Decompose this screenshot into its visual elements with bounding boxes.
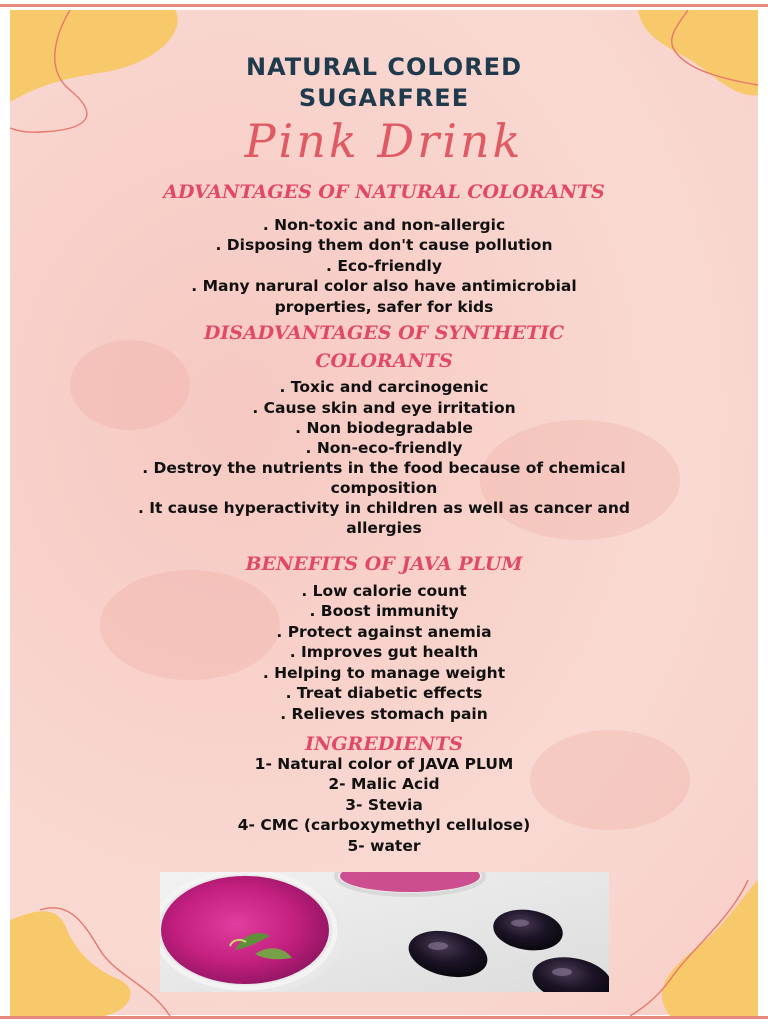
disadvantages-item: . Destroy the nutrients in the food because of chemical bbox=[142, 459, 626, 477]
benefits-item: . Protect against anemia bbox=[276, 623, 492, 641]
benefits-item: . Boost immunity bbox=[309, 602, 459, 620]
top-border-line bbox=[0, 4, 768, 7]
disadvantages-item: . Non-eco-friendly bbox=[305, 439, 463, 457]
poster-title-line-2: SUGARFREE bbox=[298, 84, 470, 112]
disadvantages-item: . It cause hyperactivity in children as well as cancer and bbox=[137, 499, 631, 517]
benefits-item: . Treat diabetic effects bbox=[285, 684, 483, 702]
ingredients-heading: INGREDIENTS bbox=[305, 733, 463, 755]
advantages-item: . Eco-friendly bbox=[326, 257, 442, 275]
disadvantages-heading-line-1: DISADVANTAGES OF SYNTHETIC bbox=[203, 322, 565, 344]
poster-title-line-1: NATURAL COLORED bbox=[245, 53, 522, 81]
advantages-item: . Many narural color also have antimicrobial bbox=[191, 277, 577, 295]
disadvantages-item: composition bbox=[330, 479, 438, 497]
benefits-item: . Helping to manage weight bbox=[262, 664, 506, 682]
ingredients-item: 4- CMC (carboxymethyl cellulose) bbox=[237, 816, 531, 834]
advantages-item: . Disposing them don't cause pollution bbox=[215, 236, 553, 254]
ingredients-item: 5- water bbox=[347, 837, 421, 855]
advantages-item: . Non-toxic and non-allergic bbox=[262, 216, 506, 234]
ingredients-item: 2- Malic Acid bbox=[328, 775, 440, 793]
benefits-item: . Low calorie count bbox=[301, 582, 467, 600]
benefits-heading: BENEFITS OF JAVA PLUM bbox=[245, 553, 523, 575]
bottom-left-blob-decoration bbox=[10, 895, 180, 1020]
benefits-item: . Relieves stomach pain bbox=[280, 705, 488, 723]
disadvantages-heading-line-2: COLORANTS bbox=[315, 350, 453, 372]
advantages-heading: ADVANTAGES OF NATURAL COLORANTS bbox=[163, 181, 605, 203]
disadvantages-item: . Non biodegradable bbox=[295, 419, 473, 437]
ingredients-item: 3- Stevia bbox=[345, 796, 423, 814]
disadvantages-item: . Cause skin and eye irritation bbox=[252, 399, 516, 417]
benefits-item: . Improves gut health bbox=[289, 643, 479, 661]
drink-and-java-plum-photo bbox=[160, 872, 609, 992]
disadvantages-item: allergies bbox=[346, 519, 422, 537]
ingredients-item: 1- Natural color of JAVA PLUM bbox=[254, 755, 514, 773]
advantages-item: properties, safer for kids bbox=[274, 298, 494, 316]
disadvantages-item: . Toxic and carcinogenic bbox=[279, 378, 489, 396]
bottom-right-blob-decoration bbox=[630, 880, 758, 1020]
pink-drink-script-title: Pink Drink bbox=[244, 114, 524, 168]
